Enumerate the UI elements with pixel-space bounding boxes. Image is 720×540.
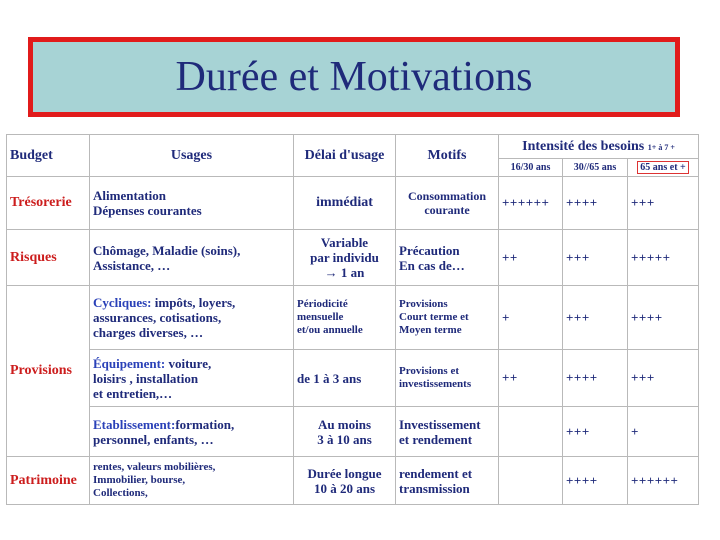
motif-line: transmission [399,480,470,496]
usages-cell [90,407,294,457]
motif-line: courante [424,203,470,217]
usage-line: Alimentation [93,188,166,203]
motifs-cell [396,286,499,350]
delai-cell: de 1 à 3 ans [294,350,396,407]
title-box [28,37,680,117]
intensity-65-plus: +++ [628,177,699,230]
usage-category: Cycliques: [93,295,152,310]
delai-line: 3 à 10 ans [317,431,372,447]
header-intensite-label: Intensité des besoins [522,138,645,154]
intensity-16-30: + [499,286,563,350]
usage-line [93,295,290,310]
table-row [7,407,699,457]
delai-line: par individu [310,250,379,265]
slide-title: Durée et Motivations [175,54,533,100]
motifs-cell [396,457,499,505]
motifs-cell [396,177,499,230]
age-group-2: 30//65 ans [563,159,628,177]
intensity-16-30 [499,457,563,505]
delai-line: et/ou annuelle [297,324,363,336]
usage-line: Assistance, … [93,257,171,273]
age-group-3 [628,159,699,177]
usage-line: assurances, cotisations, [93,310,222,325]
budget-cell: Risques [7,230,90,286]
delai-cell [294,286,396,350]
motif-line: Court terme et [399,311,469,323]
usage-category: Etablissement: [93,416,176,432]
header-intensite [499,135,699,159]
intensity-16-30: ++++++ [499,177,563,230]
header-budget: Budget [7,135,90,177]
usage-line: loisirs , installation [93,370,199,386]
usage-line: et entretien,… [93,385,173,401]
delai-cell [294,407,396,457]
usage-line [93,417,290,432]
age-group-3-label: 65 ans et + [637,161,688,174]
usage-text: formation, [175,416,235,432]
usage-line: personnel, enfants, … [93,431,214,447]
motif-line: Consommation [407,189,486,203]
usage-line: Immobilier, bourse, [93,474,186,486]
usage-text: voiture, [165,355,212,371]
table-row [7,286,699,350]
delai-line: 10 à 20 ans [313,480,376,496]
motif-line: Moyen terme [399,324,462,336]
intensity-30-65: ++++ [563,177,628,230]
delai-line: Au moins [317,416,372,432]
usage-line: Dépenses courantes [93,203,202,218]
usage-line: rentes, valeurs mobilières, [93,461,216,473]
intensity-65-plus: + [628,407,699,457]
table-row [7,230,699,286]
budget-cell: Patrimoine [7,457,90,505]
table-row [7,457,699,505]
delai-line: mensuelle [297,311,344,323]
intensity-16-30 [499,407,563,457]
usage-line: Collections, [93,487,148,499]
motif-line: rendement et [399,465,473,481]
motifs-cell [396,230,499,286]
motif-line: En cas de… [399,257,465,273]
table-row [7,177,699,230]
header-usages: Usages [90,135,294,177]
delai-line: Variable [320,235,369,250]
motif-line: Investissement [399,416,481,432]
usages-cell [90,350,294,407]
motif-line: Précaution [399,242,460,258]
usage-text: impôts, loyers, [151,295,236,310]
intensity-65-plus: ++++ [628,286,699,350]
usage-category: Équipement: [93,355,166,371]
usage-line: charges diverses, … [93,325,204,340]
motifs-cell [396,407,499,457]
needs-table [6,134,699,505]
motifs-cell [396,350,499,407]
motif-line: Provisions [399,298,448,310]
intensity-30-65: ++++ [563,350,628,407]
intensity-65-plus: +++ [628,350,699,407]
intensity-16-30: ++ [499,350,563,407]
header-row [7,135,699,159]
header-intensite-scale: 1+ à 7 + [647,142,675,152]
intensity-16-30: ++ [499,230,563,286]
intensity-65-plus: ++++++ [628,457,699,505]
budget-cell: Trésorerie [7,177,90,230]
intensity-30-65: +++ [563,230,628,286]
motif-line: et rendement [399,431,473,447]
motif-line: investissements [399,378,472,390]
header-motifs: Motifs [396,135,499,177]
delai-cell [294,230,396,286]
delai-cell [294,457,396,505]
motif-line: Provisions et [399,365,459,377]
intensity-65-plus: +++++ [628,230,699,286]
usages-cell [90,457,294,505]
usages-cell [90,177,294,230]
delai-line: → 1 an [324,265,365,280]
age-group-1: 16/30 ans [499,159,563,177]
delai-cell: immédiat [294,177,396,230]
intensity-30-65: +++ [563,407,628,457]
usages-cell [90,230,294,286]
usage-line: Chômage, Maladie (soins), [93,242,241,258]
usages-cell [90,286,294,350]
header-delai: Délai d'usage [294,135,396,177]
usage-line [93,356,290,371]
budget-cell: Provisions [7,286,90,457]
table-row [7,350,699,407]
delai-line: Périodicité [297,298,348,310]
delai-line: Durée longue [307,465,382,481]
intensity-30-65: +++ [563,286,628,350]
intensity-30-65: ++++ [563,457,628,505]
